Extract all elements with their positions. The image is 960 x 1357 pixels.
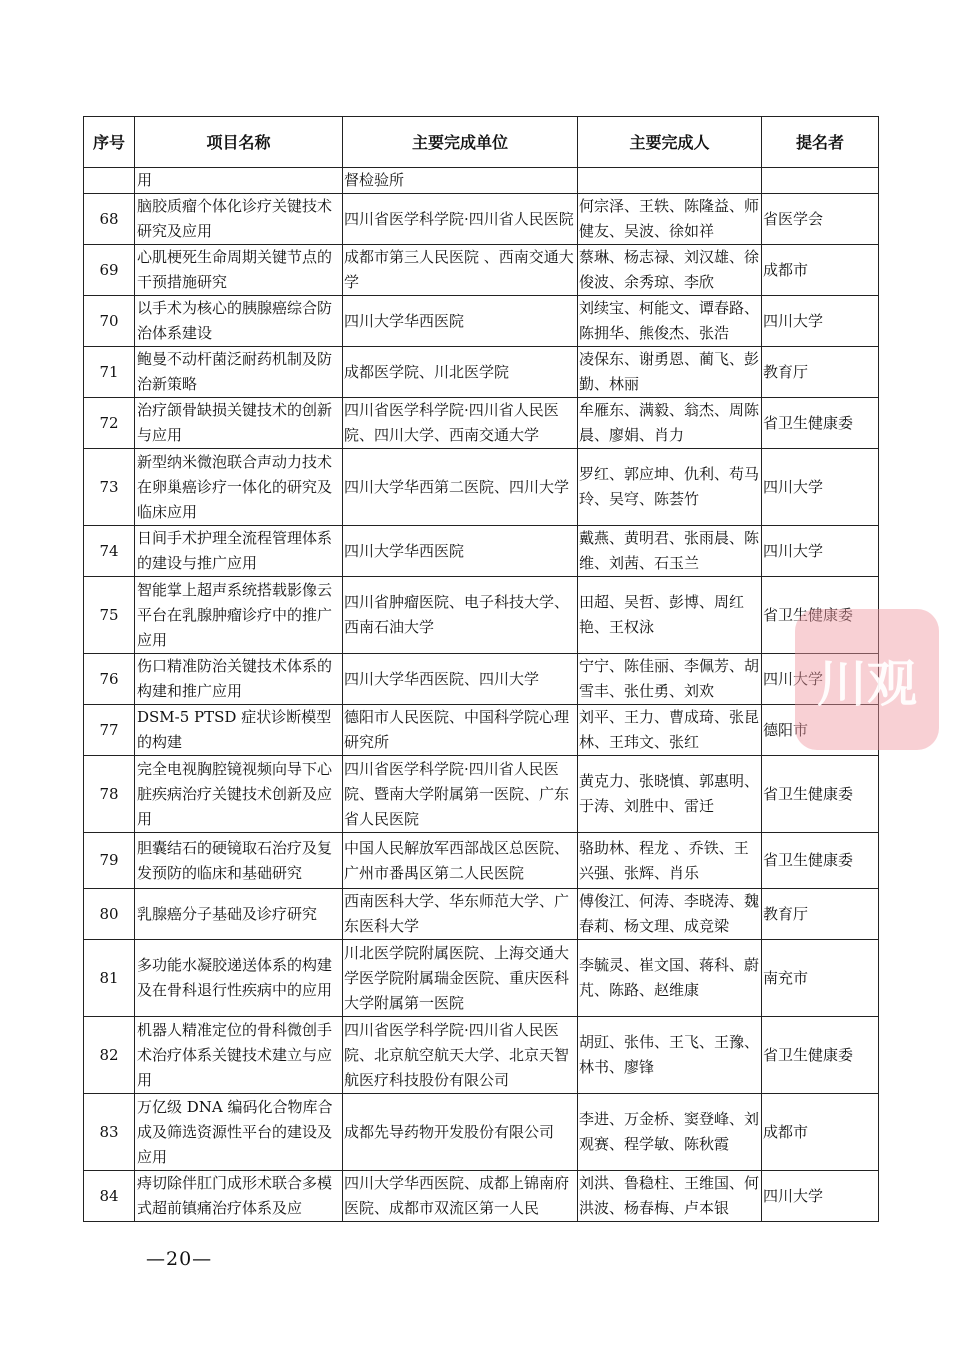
header-nominator: 提名者: [762, 117, 879, 168]
table-row: [84, 1094, 879, 1171]
cell-nominator: 省卫生健康委: [762, 577, 879, 654]
cell-people: 田超、吴哲、彭博、周红艳、王权泳: [578, 577, 762, 654]
cell-people: 李毓灵、崔文国、蒋科、蔚芃、陈路、赵维康: [578, 940, 762, 1017]
award-table: [83, 116, 879, 1222]
cell-nominator: 德阳市: [762, 705, 879, 756]
cell-project-name: 完全电视胸腔镜视频向导下心脏疾病治疗关键技术创新及应用: [135, 756, 343, 833]
cell-serial: 84: [84, 1171, 135, 1222]
table-row: [84, 756, 879, 833]
cell-nominator: 南充市: [762, 940, 879, 1017]
cell-project-name: 智能掌上超声系统搭载影像云平台在乳腺肿瘤诊疗中的推广应用: [135, 577, 343, 654]
table-row: [84, 1171, 879, 1222]
page-number: —20—: [146, 1248, 213, 1270]
cell-serial: 81: [84, 940, 135, 1017]
cell-nominator: 四川大学: [762, 296, 879, 347]
cell-nominator: 省卫生健康委: [762, 833, 879, 889]
cell-units: 川北医学院附属医院、上海交通大学医学院附属瑞金医院、重庆医科大学附属第一医院: [343, 940, 578, 1017]
cell-project-name: 用: [135, 168, 343, 194]
cell-people: 刘续宝、柯能文、谭春路、陈拥华、熊俊杰、张浩: [578, 296, 762, 347]
table-row: [84, 833, 879, 889]
cell-serial: 80: [84, 889, 135, 940]
cell-project-name: 鲍曼不动杆菌泛耐药机制及防治新策略: [135, 347, 343, 398]
cell-nominator: 教育厅: [762, 889, 879, 940]
cell-serial: 76: [84, 654, 135, 705]
cell-people: 凌保东、谢勇恩、蔺飞、彭勤、林丽: [578, 347, 762, 398]
watermark-logo: [795, 609, 939, 750]
cell-units: 西南医科大学、华东师范大学、广东医科大学: [343, 889, 578, 940]
table-body: [84, 168, 879, 1222]
cell-project-name: 痔切除伴肛门成形术联合多模式超前镇痛治疗体系及应: [135, 1171, 343, 1222]
cell-units: 中国人民解放军西部战区总医院、广州市番禺区第二人民医院: [343, 833, 578, 889]
cell-nominator: 四川大学: [762, 449, 879, 526]
table-row: [84, 245, 879, 296]
cell-project-name: 以手术为核心的胰腺癌综合防治体系建设: [135, 296, 343, 347]
cell-nominator: 四川大学: [762, 1171, 879, 1222]
table-row: [84, 577, 879, 654]
table-row: [84, 940, 879, 1017]
header-serial: 序号: [84, 117, 135, 168]
table-row: [84, 705, 879, 756]
table-row: [84, 398, 879, 449]
table-row: [84, 526, 879, 577]
cell-serial: 75: [84, 577, 135, 654]
cell-units: 四川大学华西第二医院、四川大学: [343, 449, 578, 526]
cell-serial: 73: [84, 449, 135, 526]
cell-project-name: DSM-5 PTSD 症状诊断模型的构建: [135, 705, 343, 756]
cell-people: 傅俊江、何涛、李晓涛、魏春莉、杨文理、成竞梁: [578, 889, 762, 940]
cell-units: 四川省医学科学院·四川省人民医院、北京航空航天大学、北京天智航医疗科技股份有限公司: [343, 1017, 578, 1094]
cell-people: 宁宁、陈佳丽、李佩芳、胡雪丰、张仕勇、刘欢: [578, 654, 762, 705]
cell-serial: 72: [84, 398, 135, 449]
cell-nominator: 省卫生健康委: [762, 756, 879, 833]
cell-people: 戴燕、黄明君、张雨晨、陈维、刘茜、石玉兰: [578, 526, 762, 577]
cell-units: 四川大学华西医院、四川大学: [343, 654, 578, 705]
table-header-row: [84, 117, 879, 168]
cell-units: 成都先导药物开发股份有限公司: [343, 1094, 578, 1171]
cell-nominator: 省卫生健康委: [762, 1017, 879, 1094]
cell-people: 刘平、王力、曹成琦、张昆林、王玮文、张红: [578, 705, 762, 756]
table-row: [84, 296, 879, 347]
cell-units: 四川省医学科学院·四川省人民医院、四川大学、西南交通大学: [343, 398, 578, 449]
table-row: [84, 194, 879, 245]
watermark-text: 川观: [817, 654, 917, 713]
table-row: [84, 1017, 879, 1094]
table-row: [84, 449, 879, 526]
cell-project-name: 胆囊结石的硬镜取石治疗及复发预防的临床和基础研究: [135, 833, 343, 889]
cell-units: 督检验所: [343, 168, 578, 194]
cell-units: 四川大学华西医院: [343, 296, 578, 347]
cell-units: 四川大学华西医院、成都上锦南府医院、成都市双流区第一人民: [343, 1171, 578, 1222]
header-people: 主要完成人: [578, 117, 762, 168]
cell-units: 成都医学院、川北医学院: [343, 347, 578, 398]
cell-units: 德阳市人民医院、中国科学院心理研究所: [343, 705, 578, 756]
cell-people: 胡豇、张伟、王飞、王豫、林书、廖锋: [578, 1017, 762, 1094]
cell-people: [578, 168, 762, 194]
cell-units: 成都市第三人民医院 、西南交通大学: [343, 245, 578, 296]
cell-units: 四川省医学科学院·四川省人民医院、暨南大学附属第一医院、广东省人民医院: [343, 756, 578, 833]
cell-people: 刘洪、鲁稳柱、王维国、何洪波、杨春梅、卢本银: [578, 1171, 762, 1222]
cell-nominator: 省卫生健康委: [762, 398, 879, 449]
cell-serial: 83: [84, 1094, 135, 1171]
cell-people: 李进、万金桥、窦登峰、刘观赛、程学敏、陈秋霞: [578, 1094, 762, 1171]
cell-nominator: [762, 168, 879, 194]
cell-project-name: 治疗颌骨缺损关键技术的创新与应用: [135, 398, 343, 449]
cell-nominator: 成都市: [762, 245, 879, 296]
cell-people: 牟雁东、满毅、翁杰、周陈晨、廖娟、肖力: [578, 398, 762, 449]
cell-units: 四川大学华西医院: [343, 526, 578, 577]
cell-nominator: 四川大学: [762, 526, 879, 577]
table-row: [84, 168, 879, 194]
cell-serial: 79: [84, 833, 135, 889]
header-units: 主要完成单位: [343, 117, 578, 168]
table-row: [84, 654, 879, 705]
cell-project-name: 机器人精准定位的骨科微创手术治疗体系关键技术建立与应用: [135, 1017, 343, 1094]
cell-nominator: 四川大学: [762, 654, 879, 705]
cell-nominator: 教育厅: [762, 347, 879, 398]
cell-people: 何宗泽、王轶、陈隆益、师健友、吴波、徐如祥: [578, 194, 762, 245]
cell-serial: 82: [84, 1017, 135, 1094]
cell-nominator: 成都市: [762, 1094, 879, 1171]
cell-people: 骆助林、程龙 、乔铁、王兴强、张辉、肖乐: [578, 833, 762, 889]
cell-serial: 77: [84, 705, 135, 756]
cell-units: 四川省医学科学院·四川省人民医院: [343, 194, 578, 245]
cell-project-name: 多功能水凝胶递送体系的构建及在骨科退行性疾病中的应用: [135, 940, 343, 1017]
cell-project-name: 脑胶质瘤个体化诊疗关键技术研究及应用: [135, 194, 343, 245]
header-project-name: 项目名称: [135, 117, 343, 168]
cell-serial: 69: [84, 245, 135, 296]
cell-project-name: 心肌梗死生命周期关键节点的干预措施研究: [135, 245, 343, 296]
cell-serial: [84, 168, 135, 194]
cell-serial: 68: [84, 194, 135, 245]
cell-project-name: 乳腺癌分子基础及诊疗研究: [135, 889, 343, 940]
cell-serial: 78: [84, 756, 135, 833]
table-row: [84, 347, 879, 398]
cell-people: 黄克力、张晓慎、郭惠明、于涛、刘胜中、雷迁: [578, 756, 762, 833]
cell-project-name: 新型纳米微泡联合声动力技术在卵巢癌诊疗一体化的研究及临床应用: [135, 449, 343, 526]
cell-serial: 74: [84, 526, 135, 577]
cell-units: 四川省肿瘤医院、电子科技大学、西南石油大学: [343, 577, 578, 654]
cell-serial: 71: [84, 347, 135, 398]
award-table-container: [83, 116, 878, 1222]
cell-serial: 70: [84, 296, 135, 347]
table-row: [84, 889, 879, 940]
cell-project-name: 伤口精准防治关键技术体系的构建和推广应用: [135, 654, 343, 705]
cell-people: 蔡琳、杨志禄、刘汉雄、徐俊波、余秀琼、李欣: [578, 245, 762, 296]
cell-project-name: 日间手术护理全流程管理体系的建设与推广应用: [135, 526, 343, 577]
cell-people: 罗红、郭应坤、仇利、苟马玲、吴穹、陈荟竹: [578, 449, 762, 526]
cell-project-name: 万亿级 DNA 编码化合物库合成及筛选资源性平台的建设及应用: [135, 1094, 343, 1171]
cell-nominator: 省医学会: [762, 194, 879, 245]
